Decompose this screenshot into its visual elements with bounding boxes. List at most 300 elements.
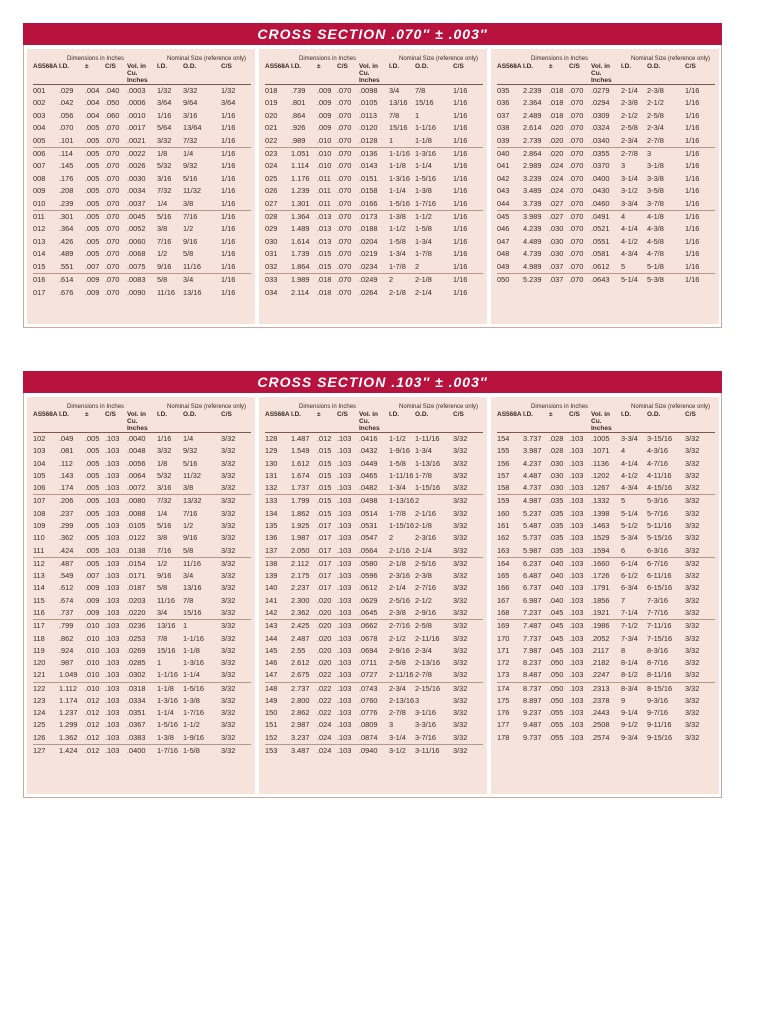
table-cell: 177 xyxy=(497,720,510,730)
column-header: I.D. xyxy=(621,63,647,85)
table-cell: 2-1/16 xyxy=(389,545,415,558)
table-cell: 116 xyxy=(33,607,59,620)
table-cell: 4-11/16 xyxy=(647,470,672,480)
table-cell: .050 xyxy=(105,98,120,108)
nominal-size-label: Nominal Size (reference only) xyxy=(399,404,479,410)
column-header: C/S xyxy=(105,411,127,433)
table-cell: 115 xyxy=(33,595,45,605)
table-cell: .005 xyxy=(85,482,105,495)
table-row xyxy=(497,185,715,197)
table-cell: .103 xyxy=(105,683,120,693)
table-cell: 2-5/8 xyxy=(389,658,406,668)
table-cell: .012 xyxy=(85,695,100,705)
table-cell: 005 xyxy=(33,135,59,148)
table-cell: .103 xyxy=(569,583,584,593)
table-cell: 3/32 xyxy=(221,571,236,581)
table-cell: .1791 xyxy=(591,583,610,593)
table-cell: .0727 xyxy=(359,669,389,682)
table-cell: .0334 xyxy=(127,695,146,705)
table-cell: .2117 xyxy=(591,645,609,655)
table-cell: .0187 xyxy=(127,583,146,593)
table-row xyxy=(33,669,251,682)
table-cell: 7/8 xyxy=(415,86,426,95)
table-cell: 4-7/16 xyxy=(647,458,668,468)
table-cell: 3/32 xyxy=(685,520,700,530)
table-cell: 2-7/8 xyxy=(621,149,638,159)
table-cell: 1/16 xyxy=(453,173,468,183)
column-header: Vol. in Cu. Inches xyxy=(127,63,157,85)
table-cell: .103 xyxy=(569,446,584,456)
table-cell: .103 xyxy=(105,720,120,730)
table-cell: .037 xyxy=(549,275,564,285)
table-cell: .0064 xyxy=(127,470,146,480)
table-row xyxy=(265,495,483,508)
table-cell: .1921 xyxy=(591,607,621,620)
table-cell: .005 xyxy=(85,149,100,159)
table-cell: 009 xyxy=(33,186,46,196)
column-header: ± xyxy=(85,411,105,433)
table-cell: .0678 xyxy=(359,633,378,643)
table-cell: .070 xyxy=(105,287,120,297)
table-cell: .070 xyxy=(337,186,352,196)
column-header: AS568A xyxy=(265,63,291,85)
table-cell: 3/8 xyxy=(183,198,221,211)
table-cell: 1 xyxy=(157,658,162,668)
table-cell: 023 xyxy=(265,149,278,159)
table-cell: 13/16 xyxy=(389,98,408,108)
table-cell: 126 xyxy=(33,732,59,745)
table-row xyxy=(265,707,483,719)
table-cell: .103 xyxy=(569,470,584,480)
table-cell: 9/64 xyxy=(183,98,198,108)
table-cell: .103 xyxy=(105,482,127,495)
table-cell: .028 xyxy=(549,434,564,443)
table-cell: .009 xyxy=(317,123,332,133)
table-cell: 3/32 xyxy=(453,732,483,745)
table-cell: 117 xyxy=(33,621,45,631)
table-cell: 3/32 xyxy=(221,633,236,643)
table-cell: 1-1/2 xyxy=(389,434,406,443)
table-cell: 1.549 xyxy=(291,446,310,456)
table-cell: 1-1/2 xyxy=(415,212,432,222)
table-cell: 8-1/4 xyxy=(621,658,638,668)
table-cell: .035 xyxy=(549,496,564,506)
table-row xyxy=(33,532,251,544)
table-cell: .070 xyxy=(337,161,352,171)
table-cell: .1398 xyxy=(591,508,610,518)
table-cell: .0166 xyxy=(359,198,389,211)
table-cell: 2.175 xyxy=(291,571,310,581)
table-cell: 2.55 xyxy=(291,645,306,655)
table-cell: .0075 xyxy=(127,261,157,274)
table-cell: .103 xyxy=(337,558,352,568)
table-cell: 021 xyxy=(265,123,278,133)
table-row xyxy=(265,582,483,594)
table-cell: .103 xyxy=(105,434,120,443)
table-cell: .0088 xyxy=(127,508,146,518)
table-cell: 2.989 xyxy=(523,161,542,171)
table-cell: .0324 xyxy=(591,123,610,133)
table-cell: 7.987 xyxy=(523,645,542,655)
table-cell: 3/32 xyxy=(453,746,468,756)
table-cell: .0318 xyxy=(127,683,146,693)
table-cell: .103 xyxy=(569,545,591,558)
table-cell: 2-1/2 xyxy=(415,595,432,605)
table-cell: .103 xyxy=(105,470,120,480)
table-cell: .070 xyxy=(569,98,584,108)
table-cell: 3/32 xyxy=(453,520,468,530)
table-cell: 6-1/4 xyxy=(621,558,638,568)
table-cell: .040 xyxy=(549,571,564,581)
table-cell: 175 xyxy=(497,695,510,705)
table-cell: .1332 xyxy=(591,496,610,506)
column-header: AS568A xyxy=(33,411,59,433)
table-cell: 3/32 xyxy=(453,645,468,655)
table-cell: .020 xyxy=(549,123,564,133)
table-cell: 1/16 xyxy=(685,198,715,211)
table-row xyxy=(265,433,483,446)
table-row xyxy=(33,545,251,558)
table-row xyxy=(497,433,715,446)
table-cell: 1/4 xyxy=(157,508,168,518)
table-cell: 7.237 xyxy=(523,607,549,620)
column-header: ± xyxy=(549,63,569,85)
table-cell: 3/32 xyxy=(685,508,700,518)
table-cell: 3/32 xyxy=(221,607,251,620)
table-cell: .045 xyxy=(549,621,564,631)
table-cell: 1.424 xyxy=(59,746,78,756)
table-cell: .0220 xyxy=(127,607,157,620)
table-row xyxy=(33,695,251,707)
table-cell: .081 xyxy=(59,446,74,456)
table-cell: 4-3/4 xyxy=(621,482,647,495)
table-cell: 1/16 xyxy=(453,287,468,297)
table-cell: 1-7/8 xyxy=(389,261,415,274)
table-row xyxy=(497,135,715,148)
table-cell: .112 xyxy=(59,458,73,468)
table-cell: 3/32 xyxy=(685,470,700,480)
dimensions-label: Dimensions in Inches xyxy=(67,56,125,62)
table-cell: 5/8 xyxy=(157,583,168,593)
table-cell: .009 xyxy=(85,275,100,285)
table-row xyxy=(265,261,483,274)
column-header: AS568A xyxy=(497,63,523,85)
table-cell: 102 xyxy=(33,434,46,443)
table-cell: .020 xyxy=(549,135,569,148)
table-cell: 1/16 xyxy=(221,135,251,148)
table-row xyxy=(33,707,251,719)
table-cell: 9/16 xyxy=(183,236,198,246)
table-row xyxy=(265,85,483,98)
table-cell: 2.425 xyxy=(291,621,310,631)
table-cell: 047 xyxy=(497,236,510,246)
table-cell: 7 xyxy=(621,595,626,605)
table-cell: 2-5/8 xyxy=(415,621,432,631)
table-cell: .0645 xyxy=(359,607,389,620)
table-cell: .070 xyxy=(105,161,120,171)
table-cell: 2 xyxy=(389,275,394,285)
table-cell: .070 xyxy=(105,249,120,259)
table-cell: 5/8 xyxy=(183,249,194,259)
table-cell: .011 xyxy=(317,186,331,196)
dimensions-label: Dimensions in Inches xyxy=(531,404,589,410)
table-cell: 1/16 xyxy=(685,212,700,222)
table-cell: 1/16 xyxy=(685,224,700,234)
table-cell: 1-15/16 xyxy=(415,482,453,495)
table-cell: 5/16 xyxy=(183,458,198,468)
table-cell: .020 xyxy=(317,607,337,620)
table-cell: 3/32 xyxy=(453,558,468,568)
table-cell: .0711 xyxy=(359,658,377,668)
table-cell: 118 xyxy=(33,633,45,643)
table-cell: .045 xyxy=(549,645,564,655)
table-cell: .022 xyxy=(317,708,332,718)
table-cell: 3/32 xyxy=(453,571,468,581)
table-cell: .005 xyxy=(85,470,100,480)
table-row xyxy=(497,732,715,744)
table-cell: 11/16 xyxy=(183,261,221,274)
table-cell: 1/16 xyxy=(453,161,468,171)
table-cell: 2.489 xyxy=(523,110,542,120)
table-row xyxy=(497,719,715,731)
table-cell: .009 xyxy=(317,98,332,108)
table-cell: 1.301 xyxy=(291,198,317,211)
table-cell: 1/4 xyxy=(183,434,194,443)
table-cell: .1136 xyxy=(591,458,609,468)
table-cell: 3.239 xyxy=(523,173,542,183)
table-cell: .103 xyxy=(105,545,127,558)
table-cell: 1/16 xyxy=(685,261,715,274)
table-cell: 050 xyxy=(497,275,510,285)
column-header: Vol. in Cu. Inches xyxy=(359,411,389,433)
table-cell: 3/32 xyxy=(221,558,236,568)
table-cell: .0760 xyxy=(359,695,378,705)
table-cell: .2052 xyxy=(591,633,610,643)
table-cell: 3/8 xyxy=(157,533,168,543)
table-cell: 1-5/16 xyxy=(183,683,204,693)
table-cell: .004 xyxy=(85,98,100,108)
table-cell: 003 xyxy=(33,110,46,120)
table-cell: .0400 xyxy=(127,746,146,756)
table-cell: 006 xyxy=(33,149,46,159)
table-cell: 3/32 xyxy=(453,545,483,558)
table-cell: .005 xyxy=(85,135,105,148)
table-cell: 033 xyxy=(265,275,278,285)
table-cell: 029 xyxy=(265,224,278,234)
table-cell: 045 xyxy=(497,212,510,222)
table-cell: .0090 xyxy=(127,287,146,297)
nominal-size-label: Nominal Size (reference only) xyxy=(631,404,711,410)
table-cell: 3/32 xyxy=(221,458,236,468)
column-header: I.D. xyxy=(291,63,317,85)
table-cell: .070 xyxy=(337,261,359,274)
table-row xyxy=(497,236,715,248)
table-cell: .015 xyxy=(317,482,337,495)
table-cell: .010 xyxy=(85,683,100,693)
table-cell: 1.049 xyxy=(59,669,85,682)
table-cell: .103 xyxy=(105,458,120,468)
table-cell: .0056 xyxy=(127,458,146,468)
table-row xyxy=(497,695,715,707)
table-cell: .005 xyxy=(85,446,100,456)
table-cell: .012 xyxy=(85,746,100,756)
table-cell: 142 xyxy=(265,607,291,620)
table-cell: .070 xyxy=(569,173,584,183)
table-cell: .024 xyxy=(549,173,564,183)
table-cell: .015 xyxy=(317,446,332,456)
table-cell: .070 xyxy=(337,173,352,183)
table-cell: .009 xyxy=(85,595,100,605)
table-cell: .0302 xyxy=(127,669,157,682)
table-cell: 11/32 xyxy=(183,470,201,480)
table-cell: .924 xyxy=(59,645,74,655)
table-cell: 3/32 xyxy=(685,571,700,581)
table-cell: .070 xyxy=(105,186,120,196)
oring-size-table xyxy=(265,411,483,757)
table-cell: .017 xyxy=(317,583,332,593)
table-cell: 125 xyxy=(33,720,46,730)
table-row xyxy=(265,148,483,161)
table-cell: .020 xyxy=(317,645,332,655)
table-row xyxy=(33,645,251,657)
table-cell: 113 xyxy=(33,571,45,581)
table-row xyxy=(265,482,483,495)
table-cell: 1.237 xyxy=(59,708,78,718)
table-cell: 1/16 xyxy=(685,149,700,159)
table-cell: .103 xyxy=(105,708,120,718)
table-cell: 1-1/8 xyxy=(183,645,200,655)
table-cell: 1/8 xyxy=(157,149,168,159)
table-cell: 9-7/16 xyxy=(647,708,668,718)
table-cell: .0010 xyxy=(127,110,146,120)
table-cell: 3/32 xyxy=(221,645,236,655)
table-cell: 1/16 xyxy=(685,236,700,246)
table-cell: .0551 xyxy=(591,236,610,246)
table-cell: 1/16 xyxy=(685,249,700,259)
table-cell: 3/32 xyxy=(453,496,468,506)
table-row xyxy=(265,508,483,520)
table-cell: 2-3/8 xyxy=(621,98,638,108)
table-cell: .0580 xyxy=(359,558,378,568)
table-cell: 3-1/8 xyxy=(647,161,664,171)
table-row xyxy=(265,607,483,620)
table-cell: 042 xyxy=(497,173,510,183)
table-cell: 1.299 xyxy=(59,720,78,730)
table-cell: 3/32 xyxy=(453,458,468,468)
table-cell: .2443 xyxy=(591,708,610,718)
table-cell: .0021 xyxy=(127,135,157,148)
table-cell: .103 xyxy=(105,583,120,593)
table-cell: 3/32 xyxy=(221,533,236,543)
table-cell: 6-7/16 xyxy=(647,558,668,568)
table-cell: 3/32 xyxy=(453,633,468,643)
table-cell: 3/32 xyxy=(453,508,468,518)
table-cell: 1/16 xyxy=(221,110,236,120)
table-cell: .017 xyxy=(317,533,332,543)
table-cell: 019 xyxy=(265,98,278,108)
table-cell: 1-3/16 xyxy=(157,695,178,705)
table-cell: 108 xyxy=(33,508,46,518)
table-cell: .103 xyxy=(569,633,584,643)
table-row xyxy=(265,160,483,172)
table-cell: 144 xyxy=(265,633,278,643)
table-cell: 1.176 xyxy=(291,173,310,183)
table-cell: 3/32 xyxy=(453,669,483,682)
table-cell: 1.864 xyxy=(291,261,317,274)
table-cell: 1-5/8 xyxy=(183,746,200,756)
table-row xyxy=(33,719,251,731)
table-cell: 2-1/4 xyxy=(415,545,453,558)
table-cell: 1-15/16 xyxy=(389,520,415,530)
table-cell: .103 xyxy=(569,683,584,693)
table-cell: 4 xyxy=(621,446,626,456)
table-panel xyxy=(491,49,719,324)
table-cell: 13/16 xyxy=(157,621,176,631)
table-cell: 1 xyxy=(183,621,188,631)
table-row xyxy=(33,482,251,495)
table-cell: .037 xyxy=(549,261,569,274)
table-cell: 1/4 xyxy=(157,198,183,211)
table-cell: 3-11/16 xyxy=(415,746,440,756)
table-cell: 3/32 xyxy=(453,720,468,730)
table-cell: .010 xyxy=(85,669,105,682)
table-row xyxy=(497,211,715,224)
table-cell: 139 xyxy=(265,571,278,581)
table-cell: 1-3/16 xyxy=(415,149,436,159)
table-cell: .0105 xyxy=(127,520,146,530)
table-cell: .024 xyxy=(317,746,332,756)
table-cell: 3/4 xyxy=(183,571,194,581)
table-cell: 1-3/4 xyxy=(389,249,406,259)
table-cell: 1.799 xyxy=(291,496,310,506)
column-header: C/S xyxy=(569,411,591,433)
table-cell: 1-1/4 xyxy=(157,708,174,718)
table-cell: .103 xyxy=(337,571,352,581)
table-cell: .0629 xyxy=(359,595,378,605)
table-cell: 2-1/2 xyxy=(621,110,638,120)
table-cell: 3-3/8 xyxy=(647,173,664,183)
table-cell: .050 xyxy=(549,669,569,682)
table-cell: .035 xyxy=(549,545,569,558)
table-row xyxy=(33,520,251,532)
table-cell: 1-11/16 xyxy=(415,434,440,443)
table-cell: .0776 xyxy=(359,708,378,718)
table-row xyxy=(265,732,483,745)
table-cell: 3/64 xyxy=(157,98,172,108)
table-cell: 3/32 xyxy=(221,482,251,495)
table-cell: .612 xyxy=(59,583,74,593)
table-cell: .070 xyxy=(569,186,584,196)
table-cell: 7.487 xyxy=(523,621,542,631)
table-cell: .005 xyxy=(85,434,100,443)
table-cell: 3/32 xyxy=(685,496,700,506)
nominal-size-label: Nominal Size (reference only) xyxy=(399,56,479,62)
table-cell: 010 xyxy=(33,198,59,211)
table-cell: .103 xyxy=(569,508,584,518)
table-cell: .0219 xyxy=(359,249,378,259)
table-cell: 1/16 xyxy=(685,173,700,183)
table-cell: 9-3/16 xyxy=(647,695,668,705)
table-cell: .028 xyxy=(549,446,564,456)
table-cell: .0809 xyxy=(359,720,378,730)
table-cell: .060 xyxy=(105,110,120,120)
table-cell: .0531 xyxy=(359,520,378,530)
table-cell: 3-1/4 xyxy=(389,732,415,745)
table-cell: 7/16 xyxy=(183,508,198,518)
table-row xyxy=(33,185,251,197)
table-row xyxy=(33,433,251,446)
table-cell: .007 xyxy=(85,571,100,581)
